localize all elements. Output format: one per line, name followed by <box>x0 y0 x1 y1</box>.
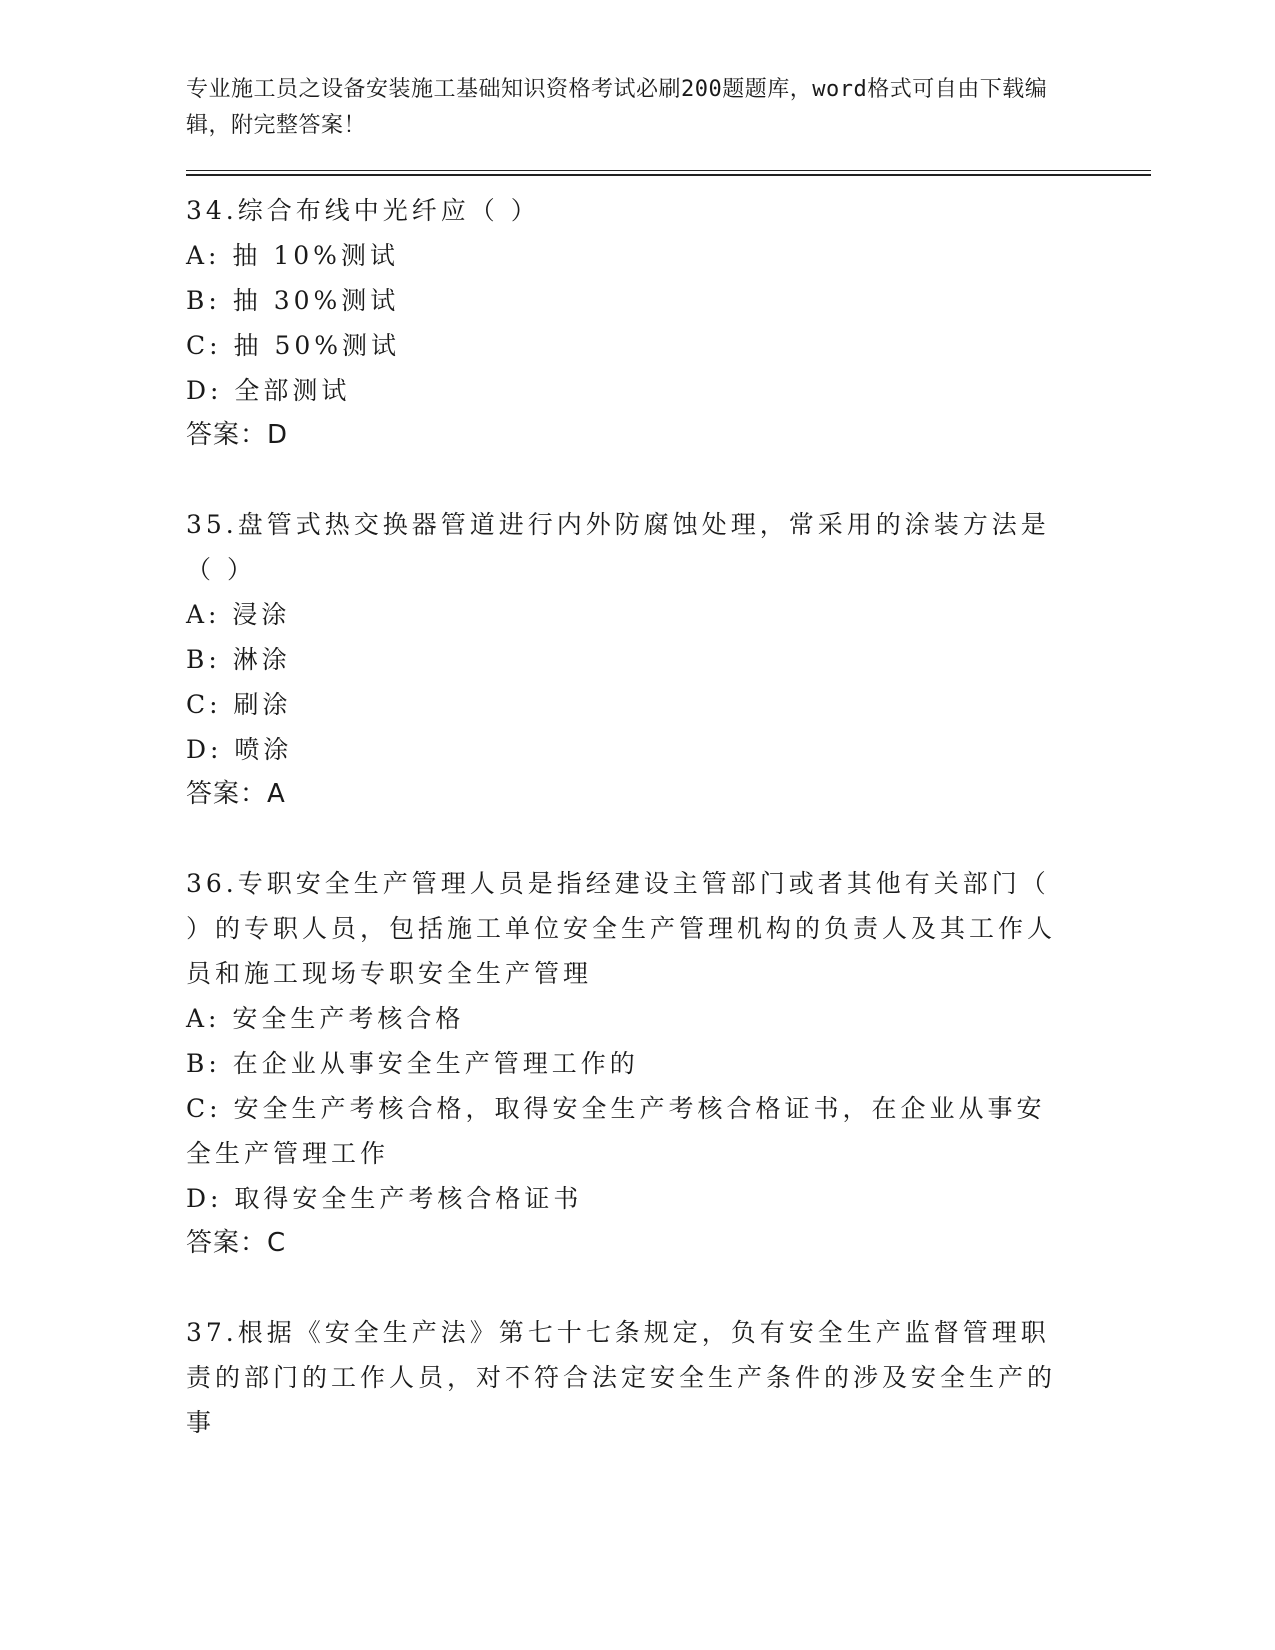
header-divider <box>186 170 1151 176</box>
document-header: 专业施工员之设备安装施工基础知识资格考试必刷200题题库，word格式可自由下载编辑，附完整答案！ <box>186 77 1048 138</box>
option-a: A: 安全生产考核合格 <box>186 1004 465 1033</box>
question-37 <box>186 1310 1066 1445</box>
question-36 <box>186 861 1066 1266</box>
option-d: D: 喷涂 <box>186 735 293 764</box>
question-35 <box>186 502 1066 817</box>
option-c: C: 安全生产考核合格，取得安全生产考核合格证书，在企业从事安全生产管理工作 <box>186 1094 1046 1168</box>
answer-line: 答案：D <box>186 420 289 450</box>
option-c: C: 抽 50%测试 <box>186 331 401 360</box>
question-list <box>186 188 1066 1445</box>
question-stem: 36.专职安全生产管理人员是指经建设主管部门或者其他有关部门（ ）的专职人员，包括施工单位安全生产管理机构的负责人及其工作人员和施工现场专职安全生产管理 <box>186 869 1057 988</box>
answer-line: 答案：C <box>186 1228 287 1258</box>
option-a: A: 浸涂 <box>186 600 291 629</box>
question-stem: 34.综合布线中光纤应（ ） <box>186 196 540 225</box>
option-b: B: 在企业从事安全生产管理工作的 <box>186 1049 639 1078</box>
answer-line: 答案：A <box>186 779 286 809</box>
option-d: D: 取得安全生产考核合格证书 <box>186 1184 583 1213</box>
question-stem: 37.根据《安全生产法》第七十七条规定，负有安全生产监督管理职责的部门的工作人员，对不符合法定安全生产条件的涉及安全生产的事 <box>186 1318 1057 1437</box>
question-34 <box>186 188 1066 458</box>
option-d: D: 全部测试 <box>186 376 351 405</box>
option-b: B: 抽 30%测试 <box>186 286 400 315</box>
question-stem: 35.盘管式热交换器管道进行内外防腐蚀处理，常采用的涂装方法是（ ） <box>186 510 1050 584</box>
document-page <box>186 0 1066 1489</box>
option-c: C: 刷涂 <box>186 690 292 719</box>
option-b: B: 淋涂 <box>186 645 291 674</box>
option-a: A: 抽 10%测试 <box>186 241 399 270</box>
